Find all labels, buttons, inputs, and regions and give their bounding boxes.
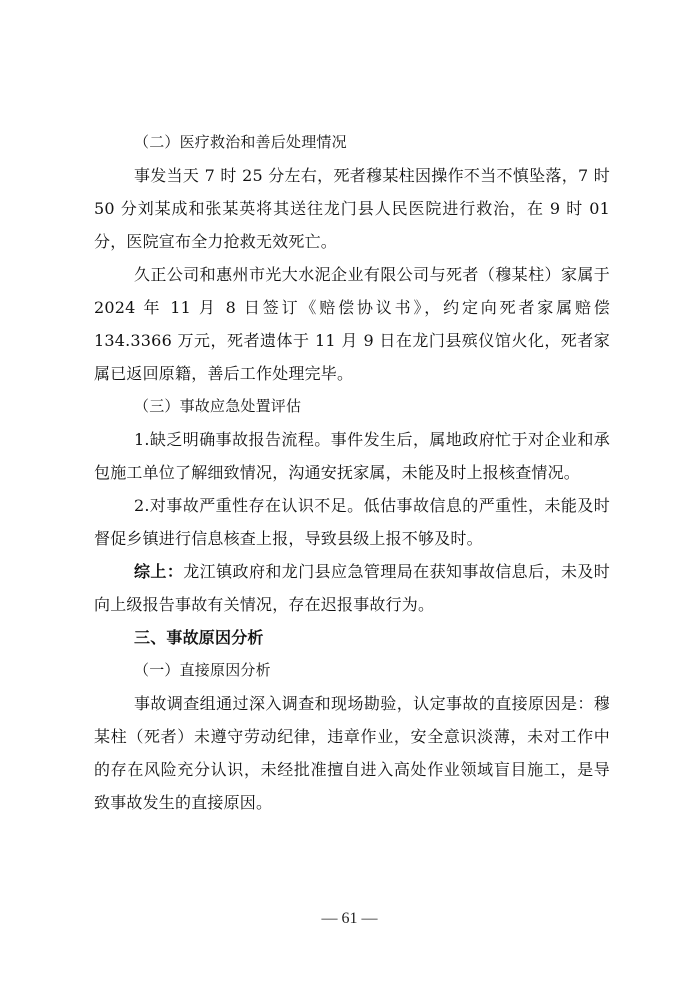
paragraph-compensation: 久正公司和惠州市光大水泥企业有限公司与死者（穆某柱）家属于 2024 年 11 月 8 日签订《赔偿协议书》，约定向死者家属赔偿 134.3366 万元，死者遗体于 11 月 9 日在龙门县殡仪馆火化，死者家属已返回原籍，善后工作处理完毕。	[94, 265, 610, 383]
section-heading-medical: （二）医疗救治和善后处理情况	[134, 133, 347, 151]
paragraph-direct-cause: 事故调查组通过深入调查和现场勘验，认定事故的直接原因是：穆某柱（死者）未遵守劳动纪律，违章作业，安全意识淡薄，未对工作中的存在风险充分认识，未经批准擅自进入高处作业领域盲目施工，是导致事故发生的直接原因。	[94, 694, 610, 812]
paragraph-item-2: 2.对事故严重性存在认识不足。低估事故信息的严重性，未能及时督促乡镇进行信息核查上报，导致县级上报不够及时。	[94, 496, 610, 548]
section-heading-emergency-evaluation: （三）事故应急处置评估	[134, 397, 302, 415]
section-heading-cause-analysis: 三、事故原因分析	[134, 628, 264, 647]
paragraph-summary	[94, 555, 610, 621]
page-number: — 61 —	[321, 910, 378, 927]
summary-lead: 综上：	[134, 562, 184, 581]
section-heading-direct-cause: （一）直接原因分析	[134, 661, 271, 679]
page-body	[94, 126, 610, 819]
paragraph-item-1: 1.缺乏明确事故报告流程。事件发生后，属地政府忙于对企业和承包施工单位了解细致情况，沟通安抚家属，未能及时上报核查情况。	[94, 430, 610, 482]
paragraph-incident-timeline: 事发当天 7 时 25 分左右，死者穆某柱因操作不当不慎坠落，7 时 50 分刘某成和张某英将其送往龙门县人民医院进行救治，在 9 时 01 分，医院宣布全力抢救无效死亡。	[94, 166, 610, 251]
summary-text: 龙江镇政府和龙门县应急管理局在获知事故信息后，未及时向上级报告事故有关情况，存在迟报事故行为。	[94, 562, 610, 614]
